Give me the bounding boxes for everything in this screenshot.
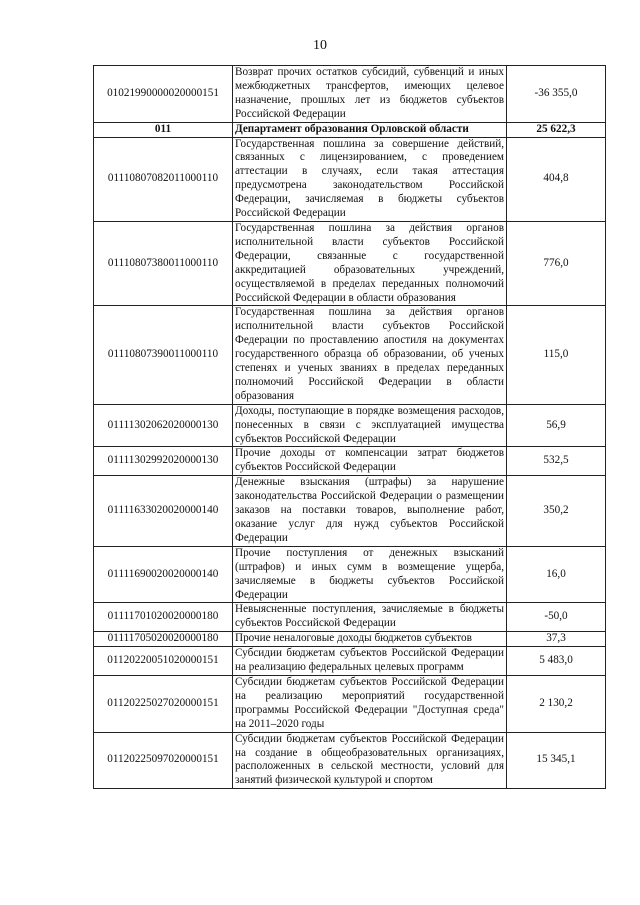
amount: -50,0 xyxy=(507,603,606,632)
table-row xyxy=(94,221,606,305)
amount: 776,0 xyxy=(507,221,606,305)
income-description: Государственная пошлина за действия органов исполнительной власти субъектов Российской Федерации по проставлению апостиля на документах государственного образца об образовании, об ученых степенях и ученых званиях в пределах переданных полномочий Российской Федерации в области образования xyxy=(233,306,507,404)
budget-code: 01111701020020000180 xyxy=(94,603,233,632)
table-row xyxy=(94,675,606,732)
budget-code: 01111302992020000130 xyxy=(94,447,233,476)
budget-code: 01120225097020000151 xyxy=(94,732,233,789)
table-row xyxy=(94,603,606,632)
budget-code: 01110807380011000110 xyxy=(94,221,233,305)
income-description: Прочие неналоговые доходы бюджетов субъектов xyxy=(233,632,507,647)
table-row xyxy=(94,404,606,447)
department-row xyxy=(94,122,606,137)
table-row xyxy=(94,66,606,123)
budget-code: 01111690020020000140 xyxy=(94,546,233,603)
amount: 350,2 xyxy=(507,476,606,547)
page-number: 10 xyxy=(313,38,327,53)
budget-table xyxy=(93,65,606,789)
department-total: 25 622,3 xyxy=(507,122,606,137)
amount: 5 483,0 xyxy=(507,647,606,676)
table-row xyxy=(94,647,606,676)
income-description: Государственная пошлина за действия органов исполнительной власти субъектов Российской Федерации, связанные с государственной аккредитацией образовательных учреждений, осуществляемой в пределах переданных полномочий Российской Федерации в области образования xyxy=(233,221,507,305)
budget-code: 01111302062020000130 xyxy=(94,404,233,447)
amount: 404,8 xyxy=(507,137,606,221)
income-description: Субсидии бюджетам субъектов Российской Федерации на создание в общеобразовательных организациях, расположенных в сельской местности, условий для занятий физической культурой и спортом xyxy=(233,732,507,789)
income-description: Невыясненные поступления, зачисляемые в бюджеты субъектов Российской Федерации xyxy=(233,603,507,632)
department-code: 011 xyxy=(94,122,233,137)
income-description: Денежные взыскания (штрафы) за нарушение законодательства Российской Федерации о размещении заказов на поставки товаров, выполнение работ, оказание услуг для нужд субъектов Российской Федерации xyxy=(233,476,507,547)
amount: 115,0 xyxy=(507,306,606,404)
budget-code: 01021990000020000151 xyxy=(94,66,233,123)
department-name: Департамент образования Орловской области xyxy=(233,122,507,137)
income-description: Субсидии бюджетам субъектов Российской Федерации на реализацию мероприятий государственной программы Российской Федерации "Доступная среда" на 2011–2020 годы xyxy=(233,675,507,732)
budget-code: 01120225027020000151 xyxy=(94,675,233,732)
amount: 56,9 xyxy=(507,404,606,447)
income-description: Возврат прочих остатков субсидий, субвенций и иных межбюджетных трансфертов, имеющих целевое назначение, прошлых лет из бюджетов субъектов Российской Федерации xyxy=(233,66,507,123)
table-row xyxy=(94,447,606,476)
table-row xyxy=(94,732,606,789)
amount: 37,3 xyxy=(507,632,606,647)
income-description: Государственная пошлина за совершение действий, связанных с лицензированием, с проведением аттестации в случаях, если такая аттестация предусмотрена законодательством Российской Федерации, зачисляемая в бюджеты субъектов Российской Федерации xyxy=(233,137,507,221)
budget-code: 01111705020020000180 xyxy=(94,632,233,647)
table-row xyxy=(94,306,606,404)
budget-code: 01110807082011000110 xyxy=(94,137,233,221)
budget-code: 01111633020020000140 xyxy=(94,476,233,547)
table-row xyxy=(94,546,606,603)
income-description: Прочие поступления от денежных взысканий (штрафов) и иных сумм в возмещение ущерба, зачисляемые в бюджеты субъектов Российской Федерации xyxy=(233,546,507,603)
budget-code: 01110807390011000110 xyxy=(94,306,233,404)
budget-table-body xyxy=(94,66,606,789)
amount: 2 130,2 xyxy=(507,675,606,732)
table-row xyxy=(94,476,606,547)
income-description: Прочие доходы от компенсации затрат бюджетов субъектов Российской Федерации xyxy=(233,447,507,476)
table-row xyxy=(94,632,606,647)
amount: 15 345,1 xyxy=(507,732,606,789)
budget-code: 01120220051020000151 xyxy=(94,647,233,676)
income-description: Субсидии бюджетам субъектов Российской Федерации на реализацию федеральных целевых программ xyxy=(233,647,507,676)
table-row xyxy=(94,137,606,221)
amount: -36 355,0 xyxy=(507,66,606,123)
amount: 532,5 xyxy=(507,447,606,476)
income-description: Доходы, поступающие в порядке возмещения расходов, понесенных в связи с эксплуатацией имущества субъектов Российской Федерации xyxy=(233,404,507,447)
amount: 16,0 xyxy=(507,546,606,603)
